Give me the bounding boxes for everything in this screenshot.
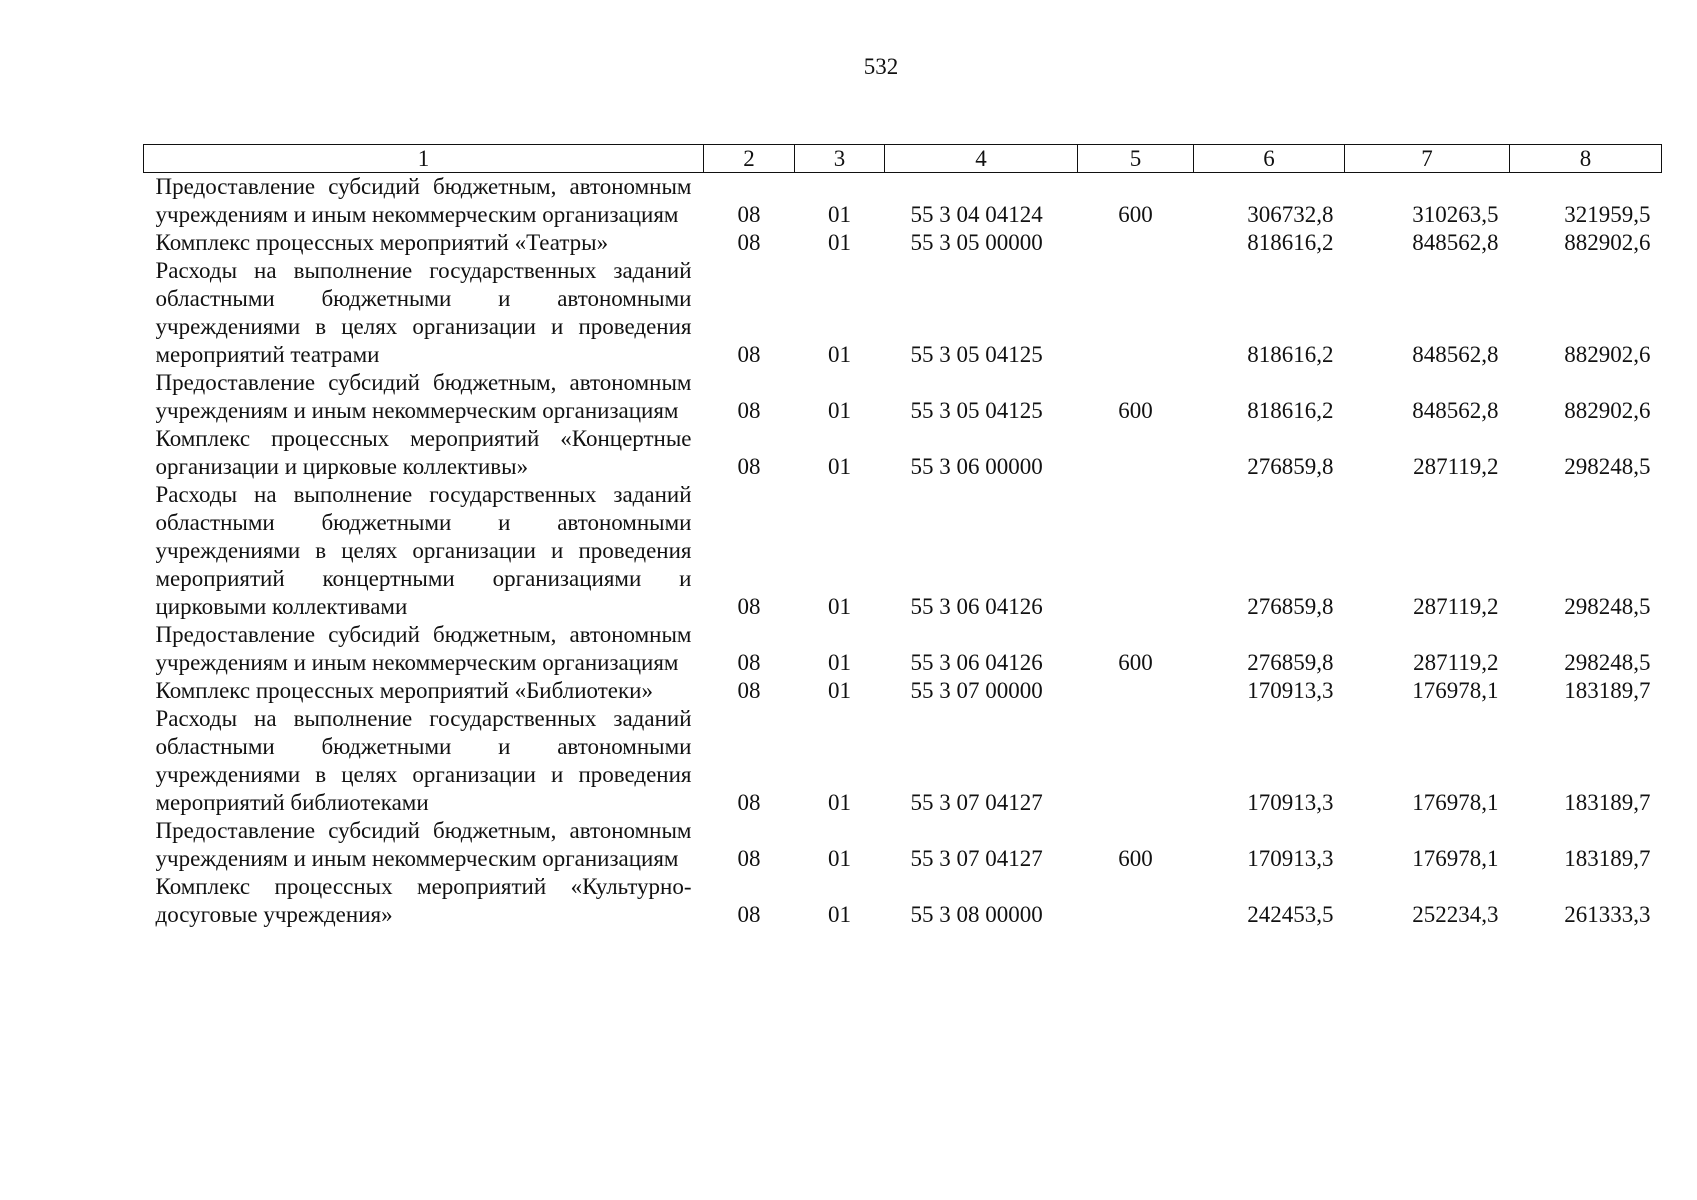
row-name: Комплекс процессных мероприятий «Концертные организации и цирковые коллективы» bbox=[155, 426, 692, 479]
row-amount-1: 242453,5 bbox=[1247, 902, 1334, 927]
row-subsection: 01 bbox=[828, 594, 851, 619]
row-amount-2: 848562,8 bbox=[1412, 230, 1499, 255]
row-target-code: 55 3 07 04127 bbox=[910, 846, 1043, 871]
row-name: Комплекс процессных мероприятий «Библиотеки» bbox=[155, 678, 653, 703]
header-col-3: 3 bbox=[795, 145, 885, 173]
row-name: Предоставление субсидий бюджетным, автономным учреждениям и иным некоммерческим организациям bbox=[155, 174, 692, 227]
row-subsection: 01 bbox=[828, 398, 851, 423]
header-col-2: 2 bbox=[704, 145, 795, 173]
row-amount-2: 176978,1 bbox=[1412, 678, 1499, 703]
row-target-code: 55 3 06 04126 bbox=[910, 594, 1043, 619]
header-col-5: 5 bbox=[1078, 145, 1194, 173]
table-row bbox=[144, 705, 1662, 817]
row-amount-3: 183189,7 bbox=[1564, 678, 1651, 703]
row-name: Расходы на выполнение государственных заданий областными бюджетными и автономными учреждениями в целях организации и проведения мероприятий театрами bbox=[155, 258, 692, 367]
row-name: Предоставление субсидий бюджетным, автономным учреждениям и иным некоммерческим организациям bbox=[155, 622, 692, 675]
row-section: 08 bbox=[737, 230, 761, 255]
row-name: Расходы на выполнение государственных заданий областными бюджетными и автономными учреждениями в целях организации и проведения мероприятий концертными организациями и цирковыми коллективами bbox=[155, 482, 692, 619]
row-amount-1: 818616,2 bbox=[1247, 230, 1334, 255]
budget-table bbox=[143, 144, 1662, 929]
row-subsection: 01 bbox=[828, 650, 851, 675]
row-amount-2: 176978,1 bbox=[1412, 790, 1499, 815]
table-header bbox=[144, 145, 1662, 173]
header-col-1: 1 bbox=[144, 145, 704, 173]
row-expense-type bbox=[1078, 229, 1194, 257]
row-amount-3: 298248,5 bbox=[1564, 454, 1651, 479]
table-row bbox=[144, 257, 1662, 369]
row-amount-2: 848562,8 bbox=[1412, 398, 1499, 423]
row-expense-type bbox=[1078, 257, 1194, 369]
row-target-code: 55 3 05 04125 bbox=[910, 398, 1043, 423]
row-subsection: 01 bbox=[828, 790, 851, 815]
row-target-code: 55 3 05 04125 bbox=[910, 342, 1043, 367]
row-amount-2: 287119,2 bbox=[1413, 594, 1499, 619]
row-amount-1: 306732,8 bbox=[1247, 202, 1334, 227]
row-section: 08 bbox=[737, 398, 761, 423]
row-amount-3: 183189,7 bbox=[1564, 846, 1651, 871]
row-amount-2: 176978,1 bbox=[1412, 846, 1499, 871]
row-section: 08 bbox=[737, 902, 761, 927]
row-section: 08 bbox=[737, 846, 761, 871]
row-amount-2: 848562,8 bbox=[1412, 342, 1499, 367]
row-expense-type bbox=[1078, 705, 1194, 817]
row-amount-2: 287119,2 bbox=[1413, 650, 1499, 675]
row-name: Предоставление субсидий бюджетным, автономным учреждениям и иным некоммерческим организациям bbox=[155, 818, 692, 871]
table-body bbox=[144, 173, 1662, 930]
table-row bbox=[144, 677, 1662, 705]
table-row bbox=[144, 817, 1662, 873]
page-number: 532 bbox=[863, 54, 899, 79]
table-row bbox=[144, 173, 1662, 230]
row-amount-1: 818616,2 bbox=[1247, 342, 1334, 367]
row-amount-3: 321959,5 bbox=[1564, 202, 1651, 227]
header-col-7: 7 bbox=[1345, 145, 1510, 173]
row-target-code: 55 3 08 00000 bbox=[910, 902, 1043, 927]
row-target-code: 55 3 04 04124 bbox=[910, 202, 1043, 227]
row-amount-3: 882902,6 bbox=[1564, 230, 1651, 255]
table-row bbox=[144, 621, 1662, 677]
table-row bbox=[144, 481, 1662, 621]
header-col-8: 8 bbox=[1510, 145, 1662, 173]
row-section: 08 bbox=[737, 790, 761, 815]
row-target-code: 55 3 06 04126 bbox=[910, 650, 1043, 675]
row-subsection: 01 bbox=[828, 342, 851, 367]
row-expense-type: 600 bbox=[1118, 846, 1153, 871]
row-section: 08 bbox=[737, 594, 761, 619]
table-row bbox=[144, 229, 1662, 257]
row-target-code: 55 3 07 04127 bbox=[910, 790, 1043, 815]
row-amount-3: 298248,5 bbox=[1564, 650, 1651, 675]
row-subsection: 01 bbox=[828, 202, 851, 227]
row-amount-2: 310263,5 bbox=[1412, 202, 1499, 227]
row-expense-type: 600 bbox=[1118, 398, 1153, 423]
row-amount-2: 252234,3 bbox=[1412, 902, 1499, 927]
table-row bbox=[144, 873, 1662, 929]
table-row bbox=[144, 369, 1662, 425]
row-subsection: 01 bbox=[828, 454, 851, 479]
row-expense-type bbox=[1078, 677, 1194, 705]
row-subsection: 01 bbox=[828, 230, 851, 255]
row-amount-1: 276859,8 bbox=[1247, 454, 1334, 479]
row-amount-1: 170913,3 bbox=[1247, 790, 1334, 815]
header-row bbox=[144, 145, 1662, 173]
row-expense-type bbox=[1078, 481, 1194, 621]
row-name: Расходы на выполнение государственных заданий областными бюджетными и автономными учреждениями в целях организации и проведения мероприятий библиотеками bbox=[155, 706, 692, 815]
row-subsection: 01 bbox=[828, 678, 851, 703]
row-section: 08 bbox=[737, 202, 761, 227]
row-amount-1: 276859,8 bbox=[1247, 594, 1334, 619]
row-amount-1: 276859,8 bbox=[1247, 650, 1334, 675]
row-amount-1: 170913,3 bbox=[1247, 846, 1334, 871]
header-col-4: 4 bbox=[885, 145, 1078, 173]
row-expense-type: 600 bbox=[1118, 650, 1153, 675]
row-expense-type bbox=[1078, 425, 1194, 481]
row-amount-3: 882902,6 bbox=[1564, 342, 1651, 367]
row-target-code: 55 3 05 00000 bbox=[910, 230, 1043, 255]
row-amount-1: 170913,3 bbox=[1247, 678, 1334, 703]
row-target-code: 55 3 07 00000 bbox=[910, 678, 1043, 703]
row-section: 08 bbox=[737, 650, 761, 675]
table-row bbox=[144, 425, 1662, 481]
row-expense-type bbox=[1078, 873, 1194, 929]
row-name: Комплекс процессных мероприятий «Театры» bbox=[155, 230, 609, 255]
header-col-6: 6 bbox=[1194, 145, 1345, 173]
row-amount-3: 261333,3 bbox=[1564, 902, 1651, 927]
row-name: Комплекс процессных мероприятий «Культурно-досуговые учреждения» bbox=[155, 874, 692, 927]
row-amount-3: 298248,5 bbox=[1564, 594, 1651, 619]
row-section: 08 bbox=[737, 678, 761, 703]
row-section: 08 bbox=[737, 454, 761, 479]
row-amount-3: 183189,7 bbox=[1564, 790, 1651, 815]
row-subsection: 01 bbox=[828, 846, 851, 871]
row-subsection: 01 bbox=[828, 902, 851, 927]
row-amount-1: 818616,2 bbox=[1247, 398, 1334, 423]
row-expense-type: 600 bbox=[1118, 202, 1153, 227]
row-name: Предоставление субсидий бюджетным, автономным учреждениям и иным некоммерческим организациям bbox=[155, 370, 692, 423]
row-amount-2: 287119,2 bbox=[1413, 454, 1499, 479]
row-amount-3: 882902,6 bbox=[1564, 398, 1651, 423]
row-section: 08 bbox=[737, 342, 761, 367]
row-target-code: 55 3 06 00000 bbox=[910, 454, 1043, 479]
